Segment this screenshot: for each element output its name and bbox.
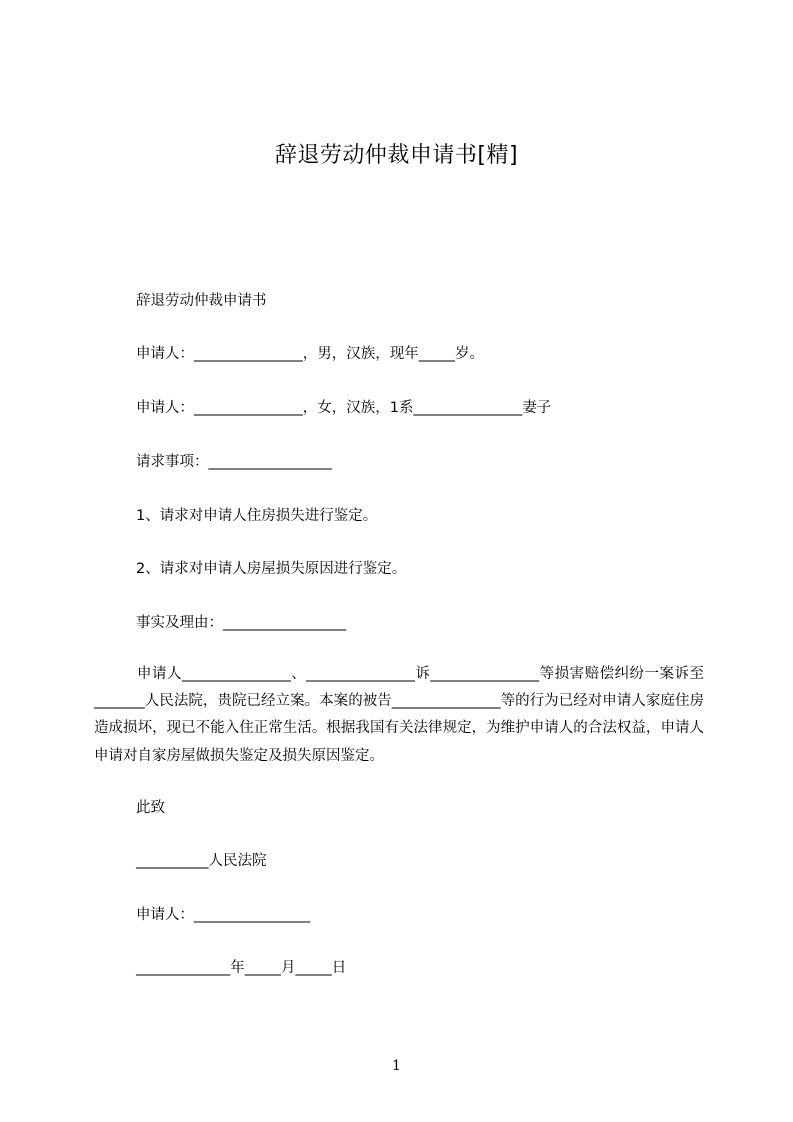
document-heading: 辞退劳动仲裁申请书 xyxy=(136,293,267,309)
court-line: __________人民法院 xyxy=(136,853,267,869)
date-line: _____________年_____月_____日 xyxy=(136,960,347,976)
facts-heading: 事实及理由：_________________ xyxy=(136,615,347,631)
closing-salutation: 此致 xyxy=(136,800,165,816)
signature-line: 申请人：________________ xyxy=(136,907,310,923)
request-item-2: 2、请求对申请人房屋损失原因进行鉴定。 xyxy=(136,561,407,577)
requests-heading: 请求事项：_________________ xyxy=(136,454,332,470)
facts-paragraph: 申请人_______________、_______________诉_______________等损害赔偿纠纷一案诉至_______人民法院，贵院已经立案。本案的被告_______________等的行为已经对申请人家庭住房造成损坏，现已不能入住正常生活。根据我国有关法律规定，为维护申请人的合法权益，申请人申请对自家房屋做损失鉴定及损失原因鉴定。 xyxy=(94,666,704,764)
request-item-1: 1、请求对申请人住房损失进行鉴定。 xyxy=(136,508,378,524)
document-title: 辞退劳动仲裁申请书[精] xyxy=(274,143,519,168)
applicant-line-female: 申请人：_______________，女，汉族，1系_______________妻子 xyxy=(136,400,552,416)
page-number: 1 xyxy=(392,1058,401,1074)
applicant-line-male: 申请人：_______________，男，汉族，现年_____岁。 xyxy=(136,346,484,362)
